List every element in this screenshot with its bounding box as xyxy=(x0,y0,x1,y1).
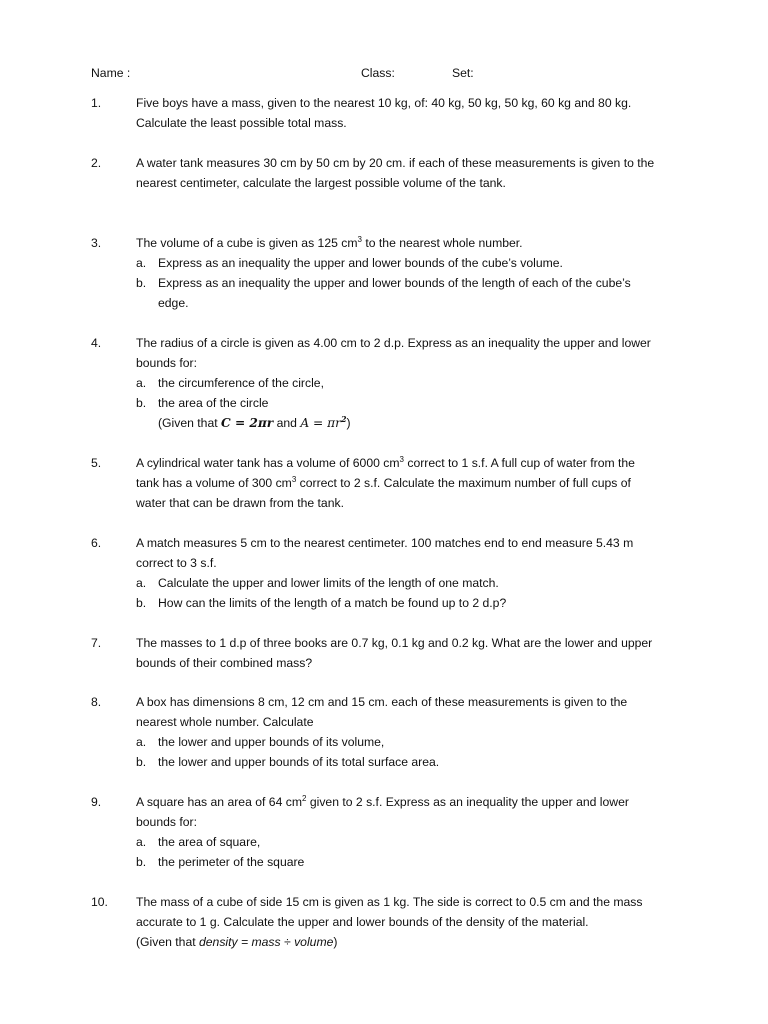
sub-question-label: a. xyxy=(136,576,147,590)
question-text-line: bounds of their combined mass? xyxy=(136,656,313,670)
name-label: Name : xyxy=(91,66,131,80)
sub-question-label: a. xyxy=(136,256,147,270)
formula-base: A = πr xyxy=(300,416,341,430)
text-segment: (Given that xyxy=(158,416,221,430)
question-number: 3. xyxy=(91,236,102,250)
question-text-line: The mass of a cube of side 15 cm is given as 1 kg. The side is correct to 0.5 cm and the mass xyxy=(136,895,643,909)
question-number: 9. xyxy=(91,795,102,809)
question-number: 2. xyxy=(91,156,102,170)
question-text-line: nearest whole number. Calculate xyxy=(136,715,314,729)
formula-note xyxy=(136,932,337,952)
formula-note xyxy=(158,413,351,433)
sub-question-label: b. xyxy=(136,596,147,610)
question-text-line: Calculate the least possible total mass. xyxy=(136,116,347,130)
set-label: Set: xyxy=(452,66,474,80)
question-text-line: nearest centimeter, calculate the largest possible volume of the tank. xyxy=(136,176,506,190)
text-segment: The volume of a cube is given as 125 cm xyxy=(136,236,358,250)
text-segment: correct to 1 s.f. A full cup of water from the xyxy=(403,456,635,470)
question-number: 6. xyxy=(91,536,102,550)
text-segment: given to 2 s.f. Express as an inequality the upper and lower xyxy=(306,795,629,809)
question-number: 4. xyxy=(91,336,102,350)
text-segment: and xyxy=(273,416,301,430)
question-text-line: bounds for: xyxy=(136,815,197,829)
area-formula xyxy=(300,416,346,430)
text-segment: ) xyxy=(346,416,351,430)
question-text-line: water that can be drawn from the tank. xyxy=(136,496,344,510)
sub-question-text: the lower and upper bounds of its total surface area. xyxy=(158,755,440,769)
superscript: 3 xyxy=(357,235,362,244)
sub-question-text: edge. xyxy=(158,296,189,310)
superscript: 3 xyxy=(291,475,297,484)
question-text-line: The radius of a circle is given as 4.00 cm to 2 d.p. Express as an inequality the upper and lower xyxy=(136,336,651,350)
sub-question-text: the circumference of the circle, xyxy=(158,376,324,390)
density-formula: density = mass ÷ volume xyxy=(199,935,334,949)
text-segment: (Given that xyxy=(136,935,199,949)
sub-question-label: a. xyxy=(136,835,147,849)
worksheet-header xyxy=(0,63,768,83)
question-text-line xyxy=(136,453,635,473)
text-segment: ) xyxy=(333,935,338,949)
question-text-line: A match measures 5 cm to the nearest centimeter. 100 matches end to end measure 5.43 m xyxy=(136,536,634,550)
sub-question-text: the area of square, xyxy=(158,835,261,849)
text-segment: correct to 2 s.f. Calculate the maximum number of full cups of xyxy=(296,476,631,490)
question-number: 8. xyxy=(91,695,102,709)
text-segment: to the nearest whole number. xyxy=(361,236,523,250)
text-segment: A cylindrical water tank has a volume of 6000 cm xyxy=(136,456,400,470)
sub-question-text: Express as an inequality the upper and lower bounds of the length of each of the cube’s xyxy=(158,276,631,290)
question-number: 10. xyxy=(91,895,108,909)
sub-question-label: a. xyxy=(136,735,147,749)
superscript: 2 xyxy=(340,414,347,424)
sub-question-text: Calculate the upper and lower limits of the length of one match. xyxy=(158,576,499,590)
sub-question-label: b. xyxy=(136,396,147,410)
sub-question-label: b. xyxy=(136,276,147,290)
superscript: 3 xyxy=(399,455,404,464)
text-segment: tank has a volume of 300 cm xyxy=(136,476,292,490)
class-label: Class: xyxy=(361,66,395,80)
question-number: 1. xyxy=(91,96,102,110)
sub-question-label: a. xyxy=(136,376,147,390)
sub-question-text: How can the limits of the length of a match be found up to 2 d.p? xyxy=(158,596,507,610)
superscript: 2 xyxy=(302,794,307,803)
question-text-line: bounds for: xyxy=(136,356,197,370)
sub-question-label: b. xyxy=(136,855,147,869)
question-text-line: The masses to 1 d.p of three books are 0.7 kg, 0.1 kg and 0.2 kg. What are the lower and upper xyxy=(136,636,653,650)
sub-question-text: the area of the circle xyxy=(158,396,269,410)
question-text-line xyxy=(136,792,629,812)
question-text-line: A box has dimensions 8 cm, 12 cm and 15 cm. each of these measurements is given to the xyxy=(136,695,628,709)
question-text-line: Five boys have a mass, given to the nearest 10 kg, of: 40 kg, 50 kg, 50 kg, 60 kg and 80 kg. xyxy=(136,96,632,110)
question-text-line: A water tank measures 30 cm by 50 cm by 20 cm. if each of these measurements is given to the xyxy=(136,156,655,170)
sub-question-text: the lower and upper bounds of its volume, xyxy=(158,735,385,749)
question-number: 5. xyxy=(91,456,102,470)
question-text-line xyxy=(136,233,523,253)
sub-question-text: the perimeter of the square xyxy=(158,855,305,869)
question-number: 7. xyxy=(91,636,102,650)
question-text-line: correct to 3 s.f. xyxy=(136,556,217,570)
question-text-line: accurate to 1 g. Calculate the upper and lower bounds of the density of the material. xyxy=(136,915,589,929)
sub-question-label: b. xyxy=(136,755,147,769)
question-text-line xyxy=(136,473,631,493)
text-segment: A square has an area of 64 cm xyxy=(136,795,302,809)
sub-question-text: Express as an inequality the upper and lower bounds of the cube’s volume. xyxy=(158,256,563,270)
circumference-formula: C = 2πr xyxy=(221,416,274,430)
